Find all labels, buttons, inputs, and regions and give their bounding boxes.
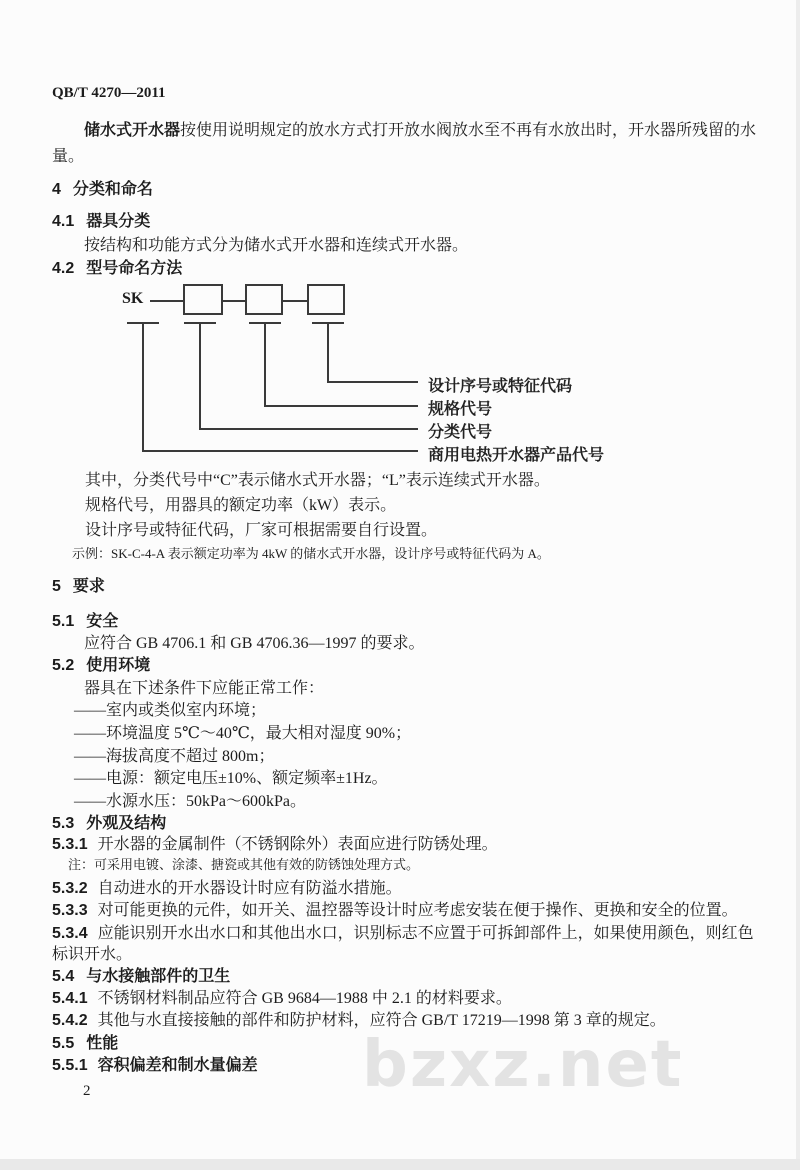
clause-533 <box>52 901 738 920</box>
sec52-item-5: ——水源水压：50kPa～600kPa。 <box>74 793 307 810</box>
clause-533-number: 5.3.3 <box>52 902 88 919</box>
diagram-drop-line <box>199 322 201 430</box>
intro-paragraph-line2: 量。 <box>52 148 85 165</box>
heading-sec54-title: 与水接触部件的卫生 <box>86 968 231 985</box>
heading-sec551-title: 容积偏差和制水量偏差 <box>97 1057 258 1074</box>
heading-sec55-number: 5.5 <box>52 1035 75 1052</box>
heading-sec53-title: 外观及结构 <box>86 815 167 832</box>
sec52-paragraph: 器具在下述条件下应能正常工作： <box>84 680 325 697</box>
watermark: bzxz.net <box>362 1028 684 1102</box>
diagram-drop-line <box>264 322 266 407</box>
sec51-paragraph: 应符合 GB 4706.1 和 GB 4706.36—1997 的要求。 <box>84 635 425 652</box>
diagram-leader-line <box>327 381 418 383</box>
heading-sec551 <box>52 1056 258 1075</box>
heading-sec53-number: 5.3 <box>52 815 75 832</box>
diagram-connector-line <box>221 300 245 302</box>
heading-sec4-number: 4 <box>52 181 61 198</box>
clause-542 <box>52 1011 666 1030</box>
heading-sec41-number: 4.1 <box>52 213 75 230</box>
heading-sec52-number: 5.2 <box>52 657 75 674</box>
heading-sec5 <box>52 577 105 596</box>
diagram-label-product-code: 商用电热开水器产品代号 <box>428 447 605 464</box>
heading-sec52-title: 使用环境 <box>86 657 151 674</box>
diagram-tbar <box>249 322 281 324</box>
heading-sec55 <box>52 1034 118 1053</box>
diagram-leader-line <box>199 428 418 430</box>
diagram-label-classification: 分类代号 <box>428 424 493 441</box>
intro-rest: 按使用说明规定的放水方式打开放水阀放水至不再有水放出时，开水器所残留的水 <box>180 122 757 139</box>
heading-sec51-title: 安全 <box>86 613 119 630</box>
diagram-connector-line <box>281 300 307 302</box>
heading-sec52 <box>52 656 150 675</box>
diagram-connector-line <box>150 300 183 302</box>
clause-531-note: 注：可采用电镀、涂漆、搪瓷或其他有效的防锈蚀处理方式。 <box>68 857 420 872</box>
clause-531-number: 5.3.1 <box>52 836 88 853</box>
heading-sec5-number: 5 <box>52 578 61 595</box>
clause-542-text: 其他与水直接接触的部件和防护材料，应符合 GB/T 17219—1998 第 3 章的规定。 <box>97 1012 666 1029</box>
heading-sec54-number: 5.4 <box>52 968 75 985</box>
heading-sec4-title: 分类和命名 <box>72 181 153 198</box>
diagram-drop-line <box>327 322 329 383</box>
clause-541-number: 5.4.1 <box>52 990 88 1007</box>
naming-paragraph-3: 设计序号或特征代码，厂家可根据需要自行设置。 <box>85 522 438 539</box>
diagram-tbar <box>312 322 344 324</box>
sec52-item-2: ——环境温度 5℃～40℃，最大相对湿度 90%； <box>74 725 412 742</box>
scan-edge-right <box>796 0 800 1170</box>
diagram-label-design-serial: 设计序号或特征代码 <box>428 378 573 395</box>
intro-paragraph-line1 <box>84 121 756 140</box>
diagram-box-classification <box>183 284 223 315</box>
sec41-paragraph: 按结构和功能方式分为储水式开水器和连续式开水器。 <box>84 237 469 254</box>
clause-534-carry: 标识开水。 <box>52 946 133 963</box>
heading-sec51 <box>52 612 118 631</box>
naming-paragraph-1: 其中，分类代号中“C”表示储水式开水器；“L”表示连续式开水器。 <box>85 472 550 489</box>
scan-edge-bottom <box>0 1159 800 1170</box>
heading-sec4 <box>52 180 153 199</box>
diagram-leader-line <box>142 450 418 452</box>
page-number: 2 <box>83 1083 91 1099</box>
heading-sec53 <box>52 814 166 833</box>
diagram-box-design-serial <box>307 284 345 315</box>
heading-sec42-title: 型号命名方法 <box>86 260 183 277</box>
clause-531 <box>52 835 498 854</box>
diagram-box-specification <box>245 284 283 315</box>
clause-542-number: 5.4.2 <box>52 1012 88 1029</box>
clause-534-text: 应能识别开水出水口和其他出水口，识别标志不应置于可拆卸部件上，如果使用颜色，则红色 <box>97 925 754 942</box>
heading-sec41-title: 器具分类 <box>86 213 151 230</box>
diagram-drop-line <box>142 322 144 452</box>
diagram-tbar <box>127 322 159 324</box>
clause-541-text: 不锈钢材料制品应符合 GB 9684—1988 中 2.1 的材料要求。 <box>97 990 512 1007</box>
clause-532 <box>52 879 402 898</box>
intro-term: 储水式开水器 <box>84 122 181 139</box>
heading-sec5-title: 要求 <box>72 578 105 595</box>
heading-sec54 <box>52 967 230 986</box>
heading-sec42 <box>52 259 182 278</box>
diagram-leader-line <box>264 405 418 407</box>
sec52-item-1: ——室内或类似室内环境； <box>74 702 267 719</box>
heading-sec55-title: 性能 <box>86 1035 119 1052</box>
naming-example: 示例：SK-C-4-A 表示额定功率为 4kW 的储水式开水器，设计序号或特征代码为 A。 <box>72 546 550 561</box>
naming-paragraph-2: 规格代号，用器具的额定功率（kW）表示。 <box>85 497 397 514</box>
clause-534 <box>52 924 754 943</box>
sec52-item-3: ——海拔高度不超过 800m； <box>74 748 275 765</box>
clause-532-number: 5.3.2 <box>52 880 88 897</box>
heading-sec42-number: 4.2 <box>52 260 75 277</box>
heading-sec51-number: 5.1 <box>52 613 75 630</box>
document-header-code: QB/T 4270—2011 <box>52 85 166 101</box>
diagram-tbar <box>184 322 216 324</box>
sec52-item-4: ——电源：额定电压±10%、额定频率±1Hz。 <box>74 770 388 787</box>
diagram-label-specification: 规格代号 <box>428 401 493 418</box>
clause-534-number: 5.3.4 <box>52 925 88 942</box>
diagram-prefix-label: SK <box>122 290 144 307</box>
heading-sec41 <box>52 212 150 231</box>
clause-532-text: 自动进水的开水器设计时应有防溢水措施。 <box>97 880 402 897</box>
clause-533-text: 对可能更换的元件，如开关、温控器等设计时应考虑安装在便于操作、更换和安全的位置。 <box>97 902 738 919</box>
clause-531-text: 开水器的金属制件（不锈钢除外）表面应进行防锈处理。 <box>97 836 498 853</box>
clause-541 <box>52 989 512 1008</box>
heading-sec551-number: 5.5.1 <box>52 1057 88 1074</box>
